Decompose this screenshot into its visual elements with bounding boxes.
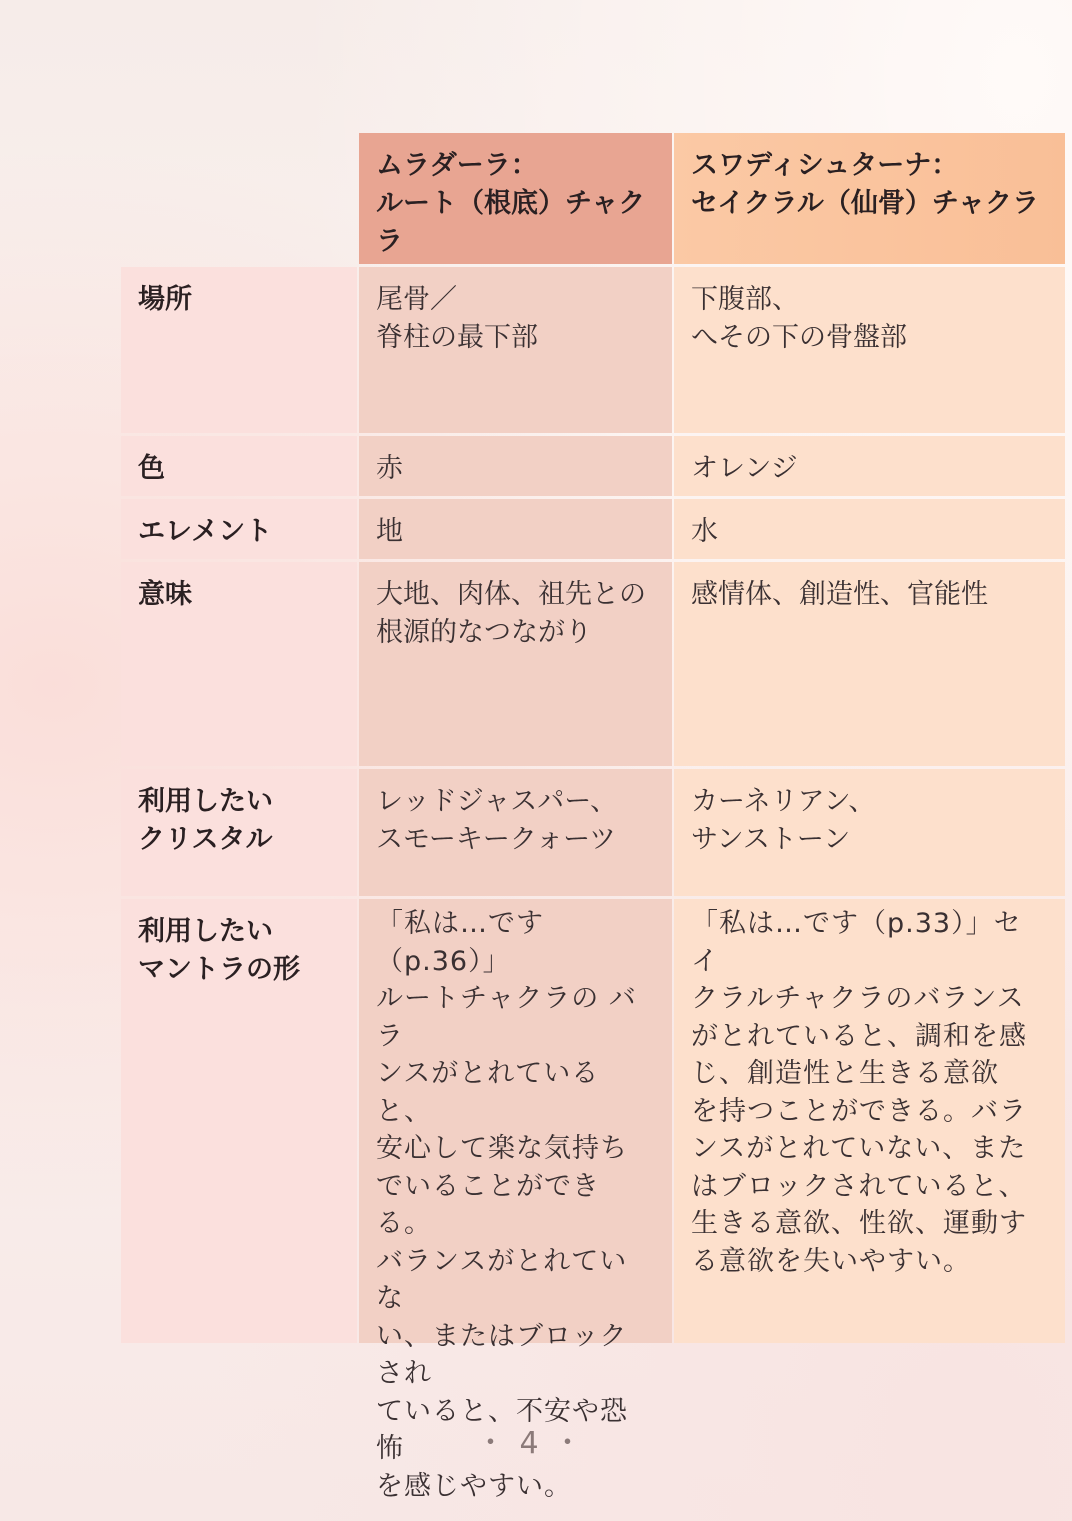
row-label-color: 色 [121, 436, 357, 496]
root-element: 地 [359, 499, 672, 559]
root-mantra: 「私は…です（p.36）」 ルートチャクラの バラ ンスがとれていると、 安心して楽な気持ち でいることができる。 バランスがとれていな い、またはブロックされ ていると、不安や恐怖 を感じやすい。 [359, 899, 672, 1343]
sacral-element: 水 [674, 499, 1065, 559]
header-root-chakra: ムラダーラ： ルート（根底）チャクラ [359, 133, 672, 264]
root-color: 赤 [359, 436, 672, 496]
chakra-table [121, 133, 1065, 1502]
row-label-location: 場所 [121, 267, 357, 433]
sacral-crystals: カーネリアン、 サンストーン [674, 769, 1065, 896]
row-label-element: エレメント [121, 499, 357, 559]
sacral-mantra: 「私は…です（p.33）」セイ クラルチャクラのバランス がとれていると、調和を感 じ、創造性と生きる意欲 を持つことができる。バラ ンスがとれていない、また はブロックされていると、 生きる意欲、性欲、運動す る意欲を失いやすい。 [674, 899, 1065, 1343]
row-label-meaning: 意味 [121, 562, 357, 766]
root-crystals: レッドジャスパー、 スモーキークォーツ [359, 769, 672, 896]
root-meaning: 大地、肉体、祖先との 根源的なつながり [359, 562, 672, 766]
sacral-color: オレンジ [674, 436, 1065, 496]
page-number: ・4・ [475, 1426, 597, 1461]
row-label-crystals: 利用したい クリスタル [121, 769, 357, 896]
row-label-mantra: 利用したい マントラの形 [121, 899, 357, 1343]
header-sacral-chakra: スワディシュターナ： セイクラル（仙骨）チャクラ [674, 133, 1065, 264]
root-location: 尾骨／ 脊柱の最下部 [359, 267, 672, 433]
sacral-location: 下腹部、 へその下の骨盤部 [674, 267, 1065, 433]
sacral-meaning: 感情体、創造性、官能性 [674, 562, 1065, 766]
table-corner [121, 133, 357, 264]
